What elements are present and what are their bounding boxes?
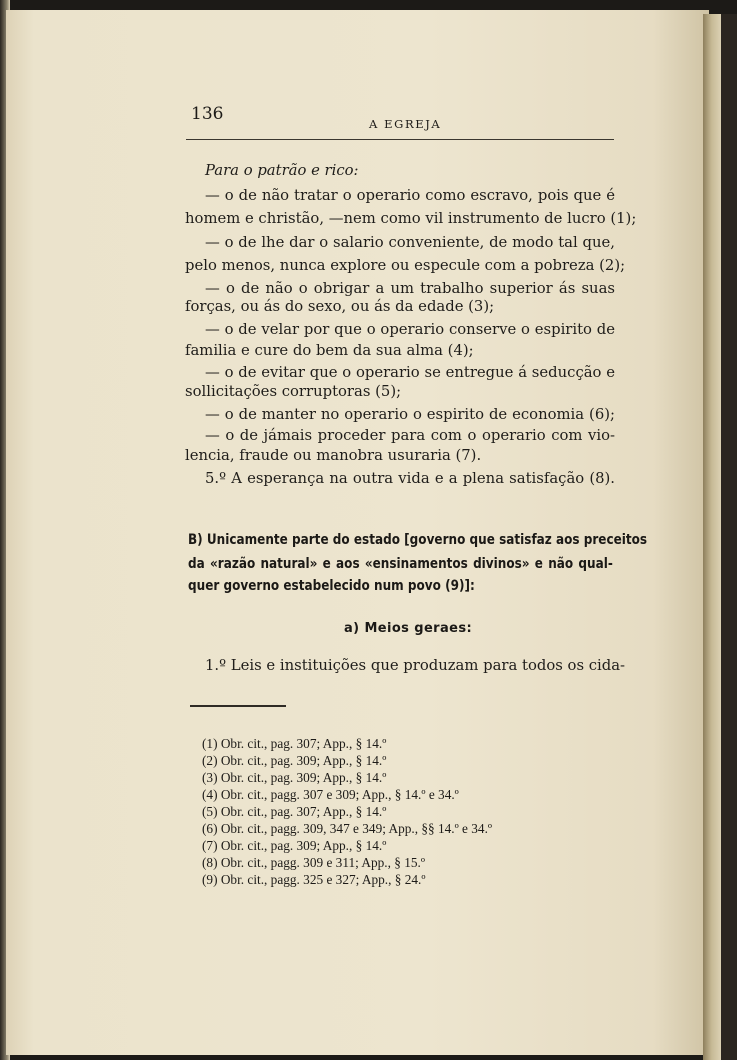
body-line: — o de velar por que o operario conserve o espirito de — [205, 321, 615, 338]
body-line: sollicitações corruptoras (5); — [185, 383, 402, 400]
body-line: — o de manter no operario o espirito de economia (6); — [205, 406, 615, 423]
footnote: (3) Obr. cit., pag. 309; App., § 14.º — [202, 770, 387, 785]
footnote: (4) Obr. cit., pagg. 307 e 309; App., § 14.º e 34.º — [202, 787, 459, 802]
footnote: (5) Obr. cit., pag. 307; App., § 14.º — [202, 804, 387, 819]
header-rule — [186, 139, 614, 140]
body-line: — o de jámais proceder para com o operario com vio- — [205, 427, 615, 444]
body-line: Para o patrão e rico: — [205, 162, 359, 179]
body-line: forças, ou ás do sexo, ou ás da edade (3); — [185, 298, 495, 315]
body-line: homem e christão, —nem como vil instrumento de lucro (1); — [185, 210, 637, 227]
body-line: familia e cure do bem da sua alma (4); — [185, 342, 474, 359]
running-head: A EGREJA — [369, 117, 442, 131]
footnote: (9) Obr. cit., pagg. 325 e 327; App., § 24.º — [202, 872, 426, 887]
body-line: 5.º A esperança na outra vida e a plena satisfação (8). — [205, 470, 615, 487]
footnote: (6) Obr. cit., pagg. 309, 347 e 349; App., §§ 14.º e 34.º — [202, 821, 493, 836]
body-line: pelo menos, nunca explore ou especule com a pobreza (2); — [185, 257, 626, 274]
body-line: — o de lhe dar o salario conveniente, de modo tal que, — [205, 234, 615, 251]
body-line: — o de não o obrigar a um trabalho superior ás suas — [205, 280, 615, 297]
footnote-rule — [190, 705, 286, 707]
body-line: — o de não tratar o operario como escravo, pois que é — [205, 187, 615, 204]
page-number: 136 — [191, 104, 224, 124]
section-b-line: da «razão natural» e aos «ensinamentos divinos» e não qual- — [188, 556, 613, 572]
body-line: 1.º Leis e instituições que produzam para todos os cida- — [205, 657, 626, 674]
footnote: (2) Obr. cit., pag. 309; App., § 14.º — [202, 753, 387, 768]
page-edge-shadow — [721, 14, 737, 1060]
section-b-line: quer governo estabelecido num povo (9)]: — [188, 578, 475, 594]
subheading: a) Meios geraes: — [344, 621, 473, 636]
page-edges — [703, 14, 737, 1060]
footnote: (7) Obr. cit., pag. 309; App., § 14.º — [202, 838, 387, 853]
section-b-line: B) Unicamente parte do estado [governo que satisfaz aos preceitos — [188, 532, 648, 548]
body-line: — o de evitar que o operario se entregue á seducção e — [205, 364, 615, 381]
body-line: lencia, fraude ou manobra usuraria (7). — [185, 447, 482, 464]
footnote: (1) Obr. cit., pag. 307; App., § 14.º — [202, 736, 387, 751]
footnote: (8) Obr. cit., pagg. 309 e 311; App., § 15.º — [202, 855, 426, 870]
